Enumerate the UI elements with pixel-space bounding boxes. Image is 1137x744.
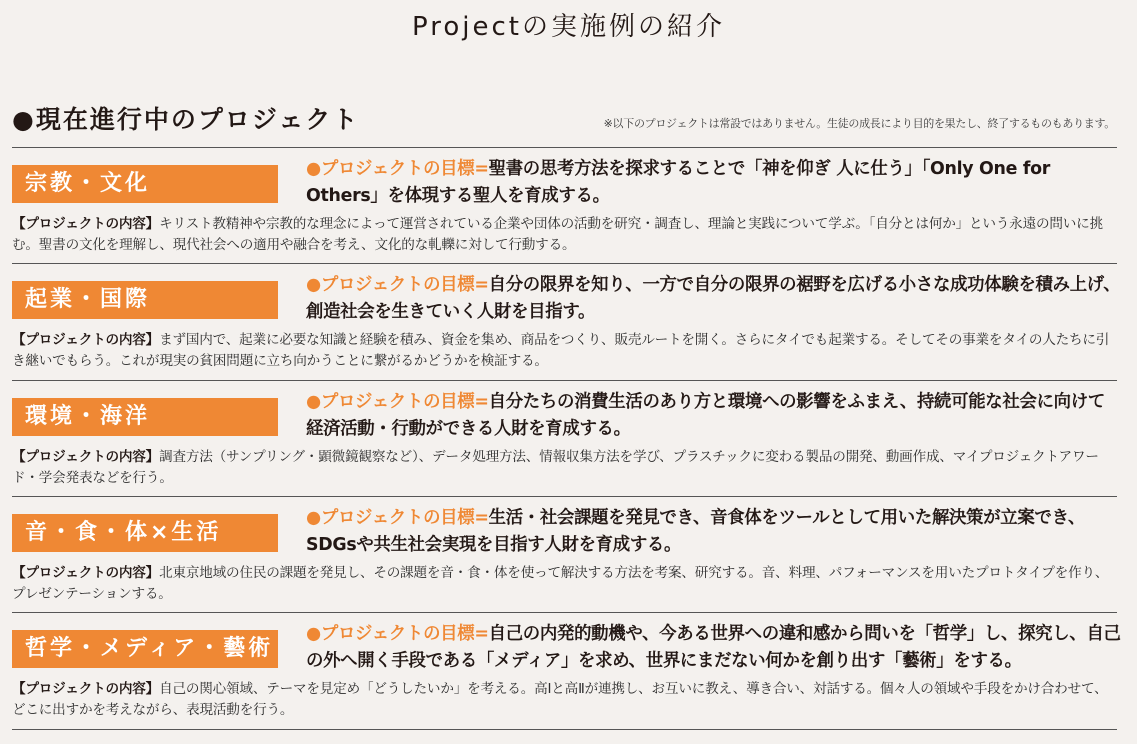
goal-label: ●プロジェクトの目標= bbox=[306, 392, 489, 412]
project-sound-food-body-life bbox=[12, 498, 1117, 614]
project-goal bbox=[306, 621, 1121, 675]
project-goal bbox=[306, 389, 1121, 443]
project-philosophy-media-art bbox=[12, 614, 1121, 730]
goal-text: 自分たちの消費生活のあり方と環境への影響をふまえ、持続可能な社会に向けて経済活動・行動ができる人財を育成する。 bbox=[306, 392, 1105, 439]
section-note: ※以下のプロジェクトは常設ではありません。生徒の成長により目的を果たし、終了するものもあります。 bbox=[603, 117, 1115, 130]
project-tag: 起業・国際 bbox=[12, 281, 278, 319]
content-label: 【プロジェクトの内容】 bbox=[12, 332, 160, 348]
content-text: まず国内で、起業に必要な知識と経験を積み、資金を集め、商品をつくり、販売ルートを開く。さらにタイでも起業する。そしてその事業をタイの人たちに引き継いでもらう。これが現実の貧困問題に立ち向かうことに繋がるかどうかを検証する。 bbox=[12, 332, 1110, 369]
content-text: 北東京地域の住民の課題を発見し、その課題を音・食・体を使って解決する方法を考案、研究する。音、料理、パフォーマンスを用いたプロトタイプを作り、プレゼンテーションする。 bbox=[12, 565, 1109, 602]
divider bbox=[12, 496, 1117, 497]
project-tag: 音・食・体×生活 bbox=[12, 514, 278, 552]
project-tag: 哲学・メディア・藝術 bbox=[12, 630, 278, 668]
divider bbox=[12, 612, 1117, 613]
goal-text: 聖書の思考方法を探求することで「神を仰ぎ 人に仕う」「Only One for Others」を体現する聖人を育成する。 bbox=[306, 159, 1051, 206]
page-title: Projectの実施例の紹介 bbox=[412, 12, 725, 42]
goal-text: 生活・社会課題を発見でき、音食体をツールとして用いた解決策が立案でき、SDGsや共生社会実現を目指す人財を育成する。 bbox=[306, 508, 1086, 555]
project-tag: 宗教・文化 bbox=[12, 165, 278, 203]
project-goal bbox=[306, 272, 1121, 326]
goal-text: 自己の内発的動機や、今ある世界への違和感から問いを「哲学」し、探究し、自己の外へ開く手段である「メディア」を求め、世界にまだない何かを創り出す「藝術」をする。 bbox=[306, 624, 1121, 671]
divider bbox=[12, 147, 1117, 148]
project-content bbox=[12, 679, 1117, 721]
project-content bbox=[12, 563, 1117, 605]
goal-label: ●プロジェクトの目標= bbox=[306, 624, 489, 644]
project-content bbox=[12, 330, 1117, 372]
goal-label: ●プロジェクトの目標= bbox=[306, 508, 489, 528]
divider bbox=[12, 263, 1117, 264]
divider bbox=[12, 380, 1117, 381]
project-content bbox=[12, 214, 1117, 256]
section-heading: ●現在進行中のプロジェクト bbox=[12, 105, 360, 134]
project-goal bbox=[306, 505, 1121, 559]
content-label: 【プロジェクトの内容】 bbox=[12, 449, 160, 465]
goal-label: ●プロジェクトの目標= bbox=[306, 275, 489, 295]
project-startup-international bbox=[12, 265, 1121, 381]
project-environment-ocean bbox=[12, 382, 1117, 498]
content-label: 【プロジェクトの内容】 bbox=[12, 681, 160, 697]
content-text: 自己の関心領域、テーマを見定め「どうしたいか」を考える。高Ⅰと高Ⅱが連携し、お互いに教え、導き合い、対話する。個々人の領域や手段をかけ合わせて、どこに出すかを考えながら、表現活動を行う。 bbox=[12, 681, 1108, 718]
project-goal bbox=[306, 156, 1121, 210]
content-label: 【プロジェクトの内容】 bbox=[12, 565, 160, 581]
project-content bbox=[12, 447, 1117, 489]
content-label: 【プロジェクトの内容】 bbox=[12, 216, 160, 232]
divider bbox=[12, 729, 1117, 730]
content-text: 調査方法（サンプリング・顕微鏡観察など）、データ処理方法、情報収集方法を学び、プラスチックに変わる製品の開発、動画作成、マイプロジェクトアワード・学会発表などを行う。 bbox=[12, 449, 1099, 486]
project-tag: 環境・海洋 bbox=[12, 398, 278, 436]
project-religion-culture bbox=[12, 149, 1117, 265]
content-text: キリスト教精神や宗教的な理念によって運営されている企業や団体の活動を研究・調査し、理論と実践について学ぶ。「自分とは何か」という永遠の問いに挑む。聖書の文化を理解し、現代社会への適用や融合を考え、文化的な軋轢に対して行動する。 bbox=[12, 216, 1103, 253]
goal-label: ●プロジェクトの目標= bbox=[306, 159, 489, 179]
goal-text: 自分の限界を知り、一方で自分の限界の裾野を広げる小さな成功体験を積み上げ、創造社会を生きていく人財を目指す。 bbox=[306, 275, 1121, 322]
